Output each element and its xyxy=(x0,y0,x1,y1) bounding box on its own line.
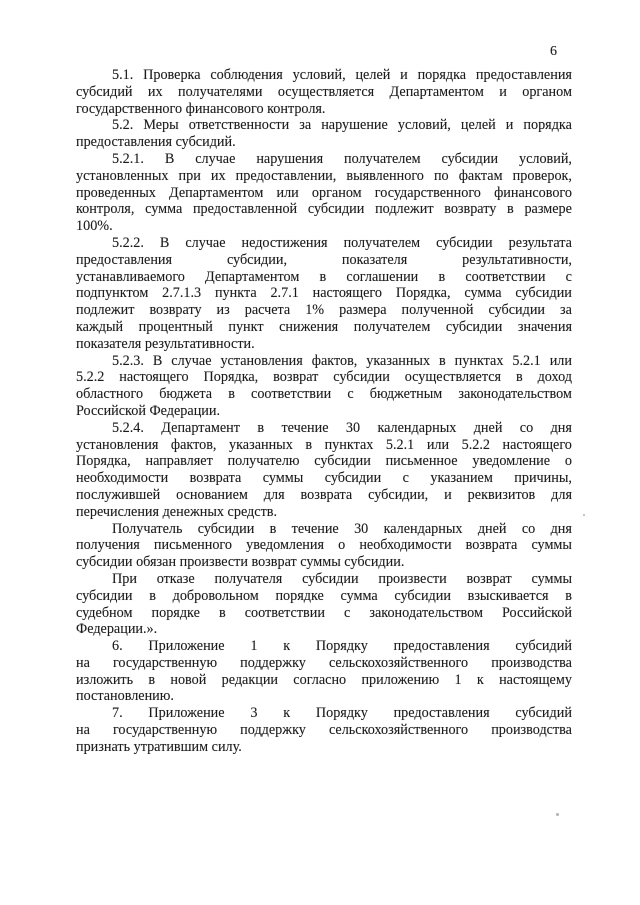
paragraph xyxy=(76,67,572,117)
paragraph xyxy=(76,705,572,755)
text-line: подлежит возврату из расчета 1% размера полученной субсидии за xyxy=(76,302,572,319)
text-line: проведенных Департаментом или органом государственного финансового xyxy=(76,184,572,201)
paragraph xyxy=(76,117,572,151)
paragraph xyxy=(76,151,572,235)
paragraph xyxy=(76,420,572,521)
text-line: предоставления субсидий. xyxy=(76,134,236,151)
paragraph xyxy=(76,235,572,353)
text-line: 5.2.3. В случае установления фактов, указанных в пунктах 5.2.1 или xyxy=(112,352,572,369)
paragraph xyxy=(76,571,572,638)
text-line: 7. Приложение 3 к Порядку предоставления субсидий xyxy=(112,705,572,722)
text-line: 5.2.4. Департамент в течение 30 календарных дней со дня xyxy=(112,419,572,436)
text-line: 5.2.1. В случае нарушения получателем субсидии условий, xyxy=(112,150,572,167)
text-line: субсидии в добровольном порядке сумма субсидии взыскивается в xyxy=(76,587,572,604)
text-line: 5.1. Проверка соблюдения условий, целей и порядка предоставления xyxy=(112,67,572,83)
text-line: областного бюджета в соответствии с бюджетным законодательством xyxy=(76,386,572,403)
text-line: субсидии обязан произвести возврат суммы субсидии. xyxy=(76,554,405,571)
text-line: 5.2.2 настоящего Порядка, возврат субсидии осуществляется в доход xyxy=(76,369,572,386)
text-line: установленных при их предоставлении, выявленного по фактам проверок, xyxy=(76,167,572,184)
text-line: установления фактов, указанных в пунктах 5.2.1 или 5.2.2 настоящего xyxy=(76,436,572,453)
text-line: При отказе получателя субсидии произвести возврат суммы xyxy=(112,570,572,587)
text-line: государственного финансового контроля. xyxy=(76,100,326,117)
text-line: Российской Федерации. xyxy=(76,402,221,419)
text-line: субсидий их получателями осуществляется Департаментом и органом xyxy=(76,83,572,100)
text-line: каждый процентный пункт снижения получателем субсидии значения xyxy=(76,318,572,335)
page-number: 6 xyxy=(550,44,557,59)
text-line: предоставления субсидии, показателя результативности, xyxy=(76,251,572,268)
text-line: 100%. xyxy=(76,218,113,235)
text-line: показателя результативности. xyxy=(76,335,255,352)
text-line: судебном порядке в соответствии с законодательством Российской xyxy=(76,604,572,621)
text-line: перечисления денежных средств. xyxy=(76,503,278,520)
text-line: постановлению. xyxy=(76,688,174,705)
text-line: признать утратившим силу. xyxy=(76,738,242,755)
paragraph xyxy=(76,521,572,571)
paragraph xyxy=(76,353,572,420)
text-line: 5.2. Меры ответственности за нарушение условий, целей и порядка xyxy=(112,117,572,134)
text-line: подпунктом 2.7.1.3 пункта 2.7.1 настоящего Порядка, сумма субсидии xyxy=(76,285,572,302)
text-line: 6. Приложение 1 к Порядку предоставления субсидий xyxy=(112,638,572,655)
paragraph xyxy=(76,638,572,705)
scan-speck xyxy=(556,813,559,816)
text-line: Получатель субсидии в течение 30 календарных дней со дня xyxy=(112,520,572,537)
text-line: на государственную поддержку сельскохозяйственного производства xyxy=(76,722,572,739)
text-line: Порядка, направляет получателю субсидии письменное уведомление о xyxy=(76,453,572,470)
text-line: необходимости возврата суммы субсидии с указанием причины, xyxy=(76,470,572,487)
text-line: получения письменного уведомления о необходимости возврата суммы xyxy=(76,537,572,554)
scan-speck xyxy=(583,514,585,516)
document-body xyxy=(76,67,572,756)
text-line: контроля, сумма предоставленной субсидии подлежит возврату в размере xyxy=(76,201,572,218)
text-line: Федерации.». xyxy=(76,621,158,638)
text-line: изложить в новой редакции согласно приложению 1 к настоящему xyxy=(76,671,572,688)
text-line: 5.2.2. В случае недостижения получателем субсидии результата xyxy=(112,234,572,251)
text-line: послужившей основанием для возврата субсидии, и реквизитов для xyxy=(76,486,572,503)
text-line: на государственную поддержку сельскохозяйственного производства xyxy=(76,654,572,671)
text-line: устанавливаемого Департаментом в соглашении в соответствии с xyxy=(76,268,572,285)
